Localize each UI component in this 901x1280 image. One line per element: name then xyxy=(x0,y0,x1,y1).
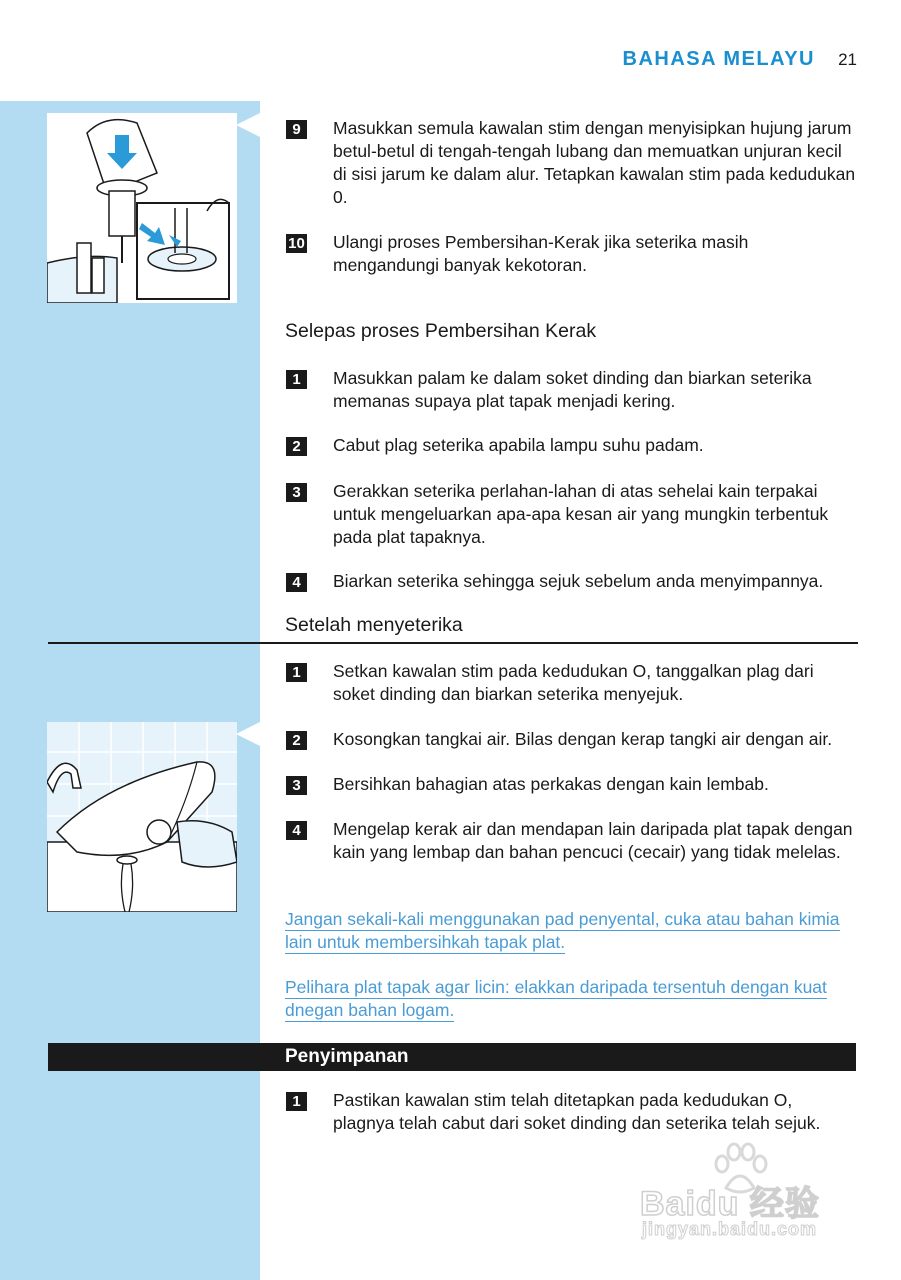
after-ironing-step-2 xyxy=(286,728,856,751)
step-number: 4 xyxy=(286,573,307,592)
step-text: Gerakkan seterika perlahan-lahan di atas sehelai kain terpakai untuk mengeluarkan apa-apa kesan air yang mungkin terbentuk pada plat tapaknya. xyxy=(333,481,829,547)
step-number: 2 xyxy=(286,437,307,456)
step-text: Bersihkan bahagian atas perkakas dengan kain lembab. xyxy=(333,774,769,794)
step-number: 1 xyxy=(286,370,307,389)
after-descaling-step-1 xyxy=(286,367,856,413)
rinse-iron-illustration xyxy=(47,722,237,912)
section-heading-after-descaling: Selepas proses Pembersihan Kerak xyxy=(285,320,597,342)
step-10 xyxy=(286,231,856,277)
step-text: Masukkan palam ke dalam soket dinding dan biarkan seterika memanas supaya plat tapak menjadi kering. xyxy=(333,368,812,411)
section-divider xyxy=(48,642,858,644)
step-number: 3 xyxy=(286,483,307,502)
step-text: Ulangi proses Pembersihan-Kerak jika seterika masih mengandungi banyak kekotoran. xyxy=(333,232,749,275)
step-number: 1 xyxy=(286,663,307,682)
step-number: 10 xyxy=(286,234,307,253)
step-text: Masukkan semula kawalan stim dengan menyisipkan hujung jarum betul-betul di tengah-tengah lubang dan memuatkan unjuran kecil di sisi jarum ke dalam alur. Tetapkan kawalan stim pada kedudukan 0. xyxy=(333,118,856,207)
step-number: 2 xyxy=(286,731,307,750)
storage-section-title: Penyimpanan xyxy=(285,1046,409,1067)
step-number: 3 xyxy=(286,776,307,795)
warning-note-text: Jangan sekali-kali menggunakan pad penyental, cuka atau bahan kimia lain untuk membersihkah tapak plat. xyxy=(285,909,840,952)
steam-control-illustration xyxy=(47,113,237,303)
step-number: 1 xyxy=(286,1092,307,1111)
step-text: Kosongkan tangkai air. Bilas dengan kerap tangki air dengan air. xyxy=(333,729,833,749)
step-text: Pastikan kawalan stim telah ditetapkan pada kedudukan O, plagnya telah cabut dari soket dinding dan seterika telah sejuk. xyxy=(333,1090,821,1133)
storage-section-bar xyxy=(48,1043,856,1071)
language-title: BAHASA MELAYU xyxy=(622,48,815,70)
page-number: 21 xyxy=(838,50,857,69)
watermark-logo: Baidu 经验 xyxy=(640,1185,820,1223)
pointer-arrow-icon xyxy=(236,113,260,137)
care-note xyxy=(285,976,845,1022)
step-number: 4 xyxy=(286,821,307,840)
step-text: Mengelap kerak air dan mendapan lain daripada plat tapak dengan kain yang lembap dan bahan pencuci (cecair) yang tidak melelas. xyxy=(333,819,853,862)
after-descaling-step-2 xyxy=(286,434,856,457)
step-text: Cabut plag seterika apabila lampu suhu padam. xyxy=(333,435,704,455)
after-ironing-step-4 xyxy=(286,818,856,864)
step-9 xyxy=(286,117,856,209)
section-heading-after-ironing: Setelah menyeterika xyxy=(285,614,463,636)
step-number: 9 xyxy=(286,120,307,139)
after-descaling-step-3 xyxy=(286,480,856,549)
pointer-arrow-icon xyxy=(236,722,260,746)
care-note-text: Pelihara plat tapak agar licin: elakkan daripada tersentuh dengan kuat dnegan bahan logam. xyxy=(285,977,827,1020)
storage-step-1 xyxy=(286,1089,856,1135)
after-ironing-step-3 xyxy=(286,773,856,796)
step-text: Setkan kawalan stim pada kedudukan O, tanggalkan plag dari soket dinding dan biarkan seterika menyejuk. xyxy=(333,661,814,704)
after-ironing-step-1 xyxy=(286,660,856,706)
step-text: Biarkan seterika sehingga sejuk sebelum anda menyimpannya. xyxy=(333,571,824,591)
watermark-url: jingyan.baidu.com xyxy=(642,1219,818,1239)
warning-note xyxy=(285,908,845,954)
after-descaling-step-4 xyxy=(286,570,856,593)
